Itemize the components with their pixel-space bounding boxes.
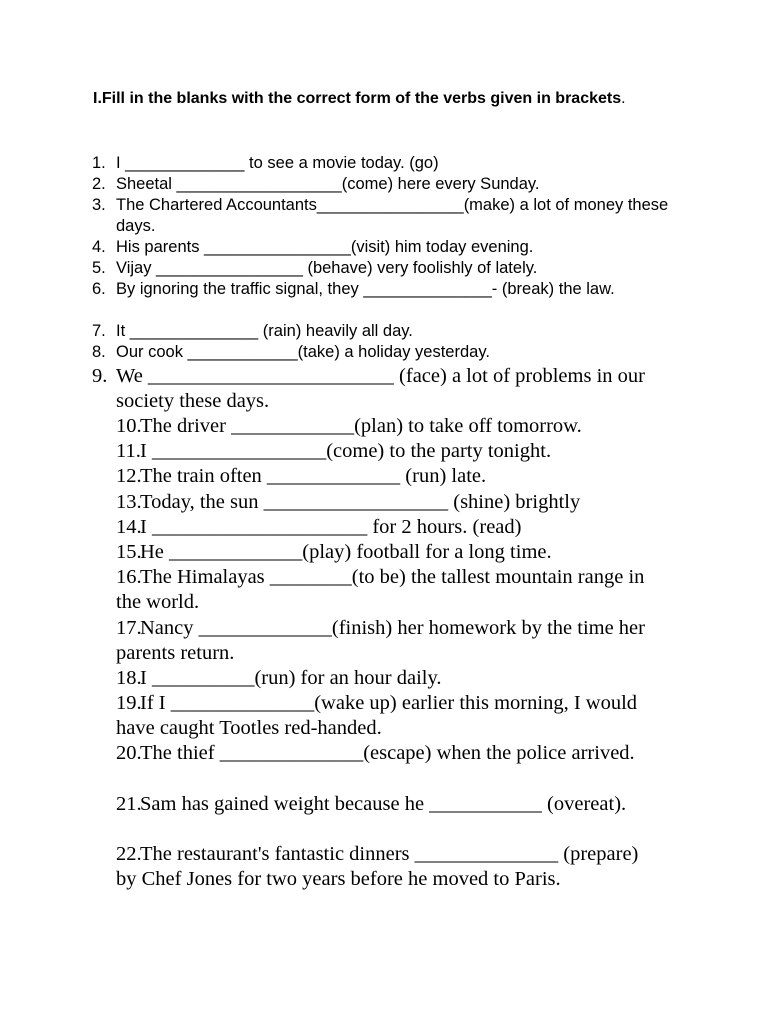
item-number: 13. <box>116 491 142 513</box>
item-number: 12. <box>116 465 142 487</box>
item-number: 15. <box>116 541 142 563</box>
item-text: The Chartered Accountants________________(make) a lot of money these days. <box>116 196 669 235</box>
list-item <box>116 842 661 892</box>
item-text: The train often _____________ (run) late. <box>140 465 487 487</box>
list-item <box>116 490 681 515</box>
item-text: Vijay ________________ (behave) very foolishly of lately. <box>116 259 538 277</box>
list-item <box>92 279 676 300</box>
item-text: We ________________________ (face) a lot of problems in our society these days. <box>116 365 645 412</box>
item-number: 11. <box>116 440 141 462</box>
item-number: 21. <box>116 793 142 815</box>
item-number: 6. <box>92 280 106 298</box>
list-item <box>116 464 681 489</box>
item-number: 20. <box>116 742 142 764</box>
list-item <box>116 691 656 741</box>
item-text: Today, the sun __________________ (shine) brightly <box>140 491 581 513</box>
list-item <box>92 195 676 237</box>
list-item <box>92 153 676 174</box>
item-text: By ignoring the traffic signal, they ______________- (break) the law. <box>116 280 615 298</box>
list-item <box>116 565 656 615</box>
item-number: 2. <box>92 175 106 193</box>
item-text: Sam has gained weight because he ___________ (overeat). <box>140 793 627 815</box>
list-item <box>92 364 681 414</box>
item-text: The driver ____________(plan) to take off tomorrow. <box>140 415 582 437</box>
item-text: It ______________ (rain) heavily all day. <box>116 322 413 340</box>
item-text: Our cook ____________(take) a holiday yesterday. <box>116 343 490 361</box>
list-item <box>92 321 676 342</box>
item-number: 19. <box>116 692 142 714</box>
heading-period: . <box>621 90 626 107</box>
list-item <box>92 342 676 363</box>
list-item <box>116 515 681 540</box>
list-item <box>116 666 681 691</box>
list-item <box>116 540 681 565</box>
list-item <box>92 174 676 195</box>
list-item <box>92 237 676 258</box>
item-number: 7. <box>92 322 106 340</box>
item-number: 17. <box>116 617 142 639</box>
item-number: 22. <box>116 843 142 865</box>
heading-text: I.Fill in the blanks with the correct form of the verbs given in brackets <box>93 90 622 107</box>
item-number: 8. <box>92 343 106 361</box>
item-text: I _____________________ for 2 hours. (read) <box>140 516 522 538</box>
item-text: He _____________(play) football for a long time. <box>140 541 552 563</box>
item-text: I __________(run) for an hour daily. <box>140 667 442 689</box>
item-number: 16. <box>116 566 142 588</box>
item-text: His parents ________________(visit) him today evening. <box>116 238 534 256</box>
item-text: The Himalayas ________(to be) the tallest mountain range in the world. <box>116 566 645 613</box>
item-number: 9. <box>92 365 108 387</box>
item-number: 18. <box>116 667 142 689</box>
list-item <box>116 792 636 817</box>
list-item <box>116 616 656 666</box>
item-number: 10. <box>116 415 142 437</box>
item-text: I _________________(come) to the party tonight. <box>140 440 552 462</box>
item-number: 5. <box>92 259 106 277</box>
list-item <box>116 741 656 766</box>
list-item <box>116 414 681 439</box>
item-text: Sheetal __________________(come) here every Sunday. <box>116 175 540 193</box>
item-number: 14. <box>116 516 142 538</box>
item-number: 1. <box>92 154 106 172</box>
item-text: I _____________ to see a movie today. (go) <box>116 154 439 172</box>
list-item <box>92 258 676 279</box>
list-item <box>116 439 681 464</box>
item-text: The thief ______________(escape) when the police arrived. <box>140 742 635 764</box>
item-number: 4. <box>92 238 106 256</box>
item-number: 3. <box>92 196 106 214</box>
item-text: The restaurant's fantastic dinners ______________ (prepare) by Chef Jones for two years before he moved to Paris. <box>116 843 639 890</box>
item-text: Nancy _____________(finish) her homework by the time her parents return. <box>116 617 645 664</box>
item-text: If I ______________(wake up) earlier this morning, I would have caught Tootles red-handed. <box>116 692 638 739</box>
